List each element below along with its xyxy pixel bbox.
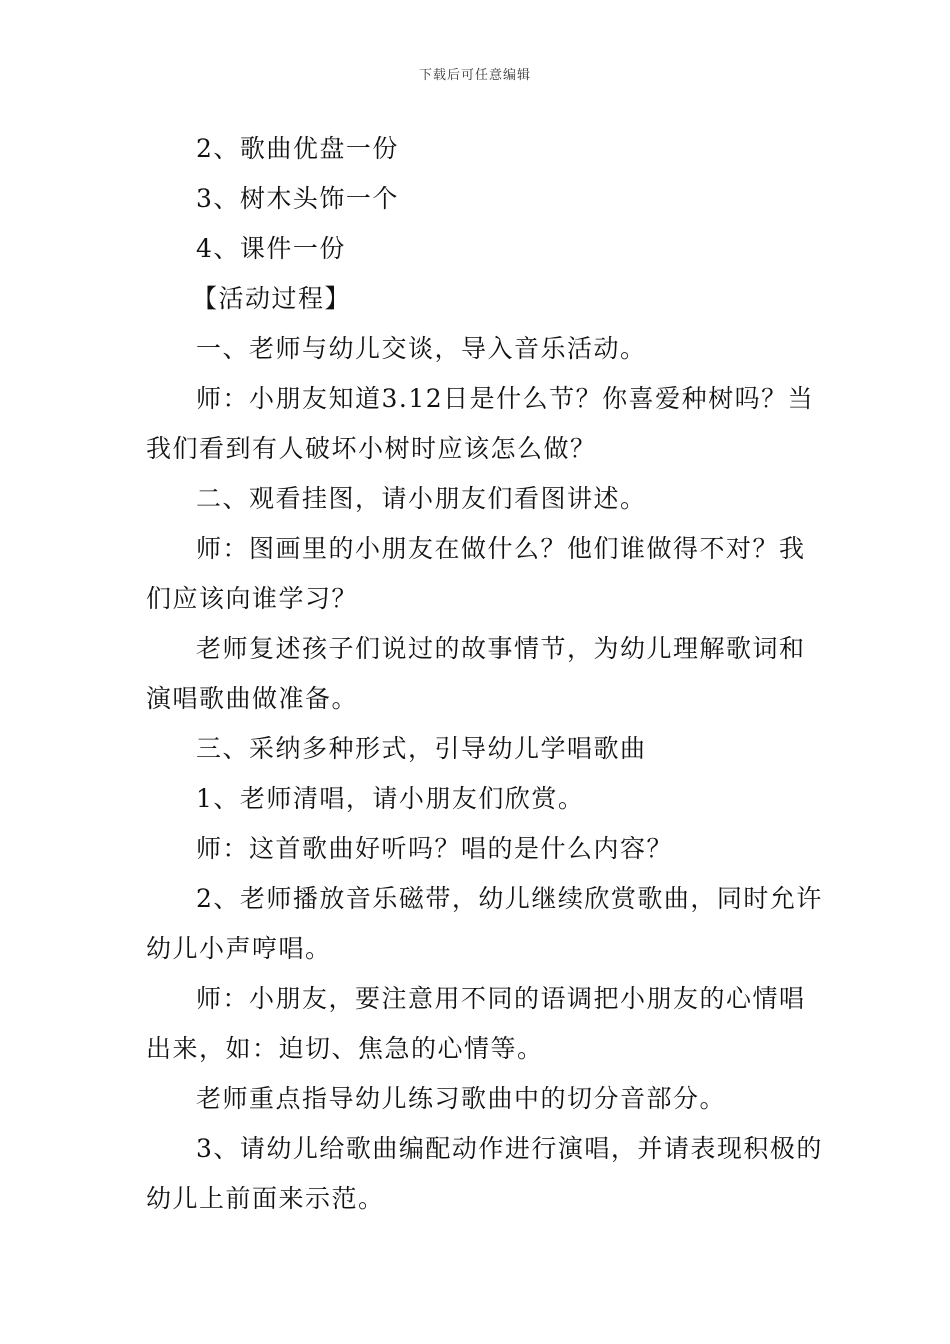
teacher-note-cont: 出来，如：迫切、焦急的心情等。	[146, 1034, 544, 1063]
substep-3: 3、请幼儿给歌曲编配动作进行演唱，并请表现积极的	[196, 1134, 823, 1163]
substep-1: 1、老师清唱，请小朋友们欣赏。	[196, 784, 585, 813]
teacher-question-2: 师：图画里的小朋友在做什么？他们谁做得不对？我	[196, 534, 806, 563]
teacher-question-2-cont: 们应该向谁学习？	[146, 584, 359, 613]
material-item-2: 2、歌曲优盘一份	[196, 134, 399, 163]
page-header: 下载后可任意编辑	[418, 68, 531, 83]
teacher-question-3: 师：这首歌曲好听吗？唱的是什么内容？	[196, 834, 674, 863]
material-item-3: 3、树木头饰一个	[196, 184, 399, 213]
teacher-note: 师：小朋友，要注意用不同的语调把小朋友的心情唱	[196, 984, 806, 1013]
step-2-title: 二、观看挂图，请小朋友们看图讲述。	[196, 484, 647, 513]
substep-3-cont: 幼儿上前面来示范。	[146, 1184, 385, 1213]
teacher-question-1-cont: 我们看到有人破坏小树时应该怎么做？	[146, 434, 597, 463]
teacher-guidance: 老师重点指导幼儿练习歌曲中的切分音部分。	[196, 1084, 727, 1113]
teacher-retell: 老师复述孩子们说过的故事情节，为幼儿理解歌词和	[196, 634, 806, 663]
document-body	[146, 124, 823, 1224]
substep-2-cont: 幼儿小声哼唱。	[146, 934, 332, 963]
section-heading-process: 【活动过程】	[192, 284, 352, 313]
step-1-title: 一、老师与幼儿交谈，导入音乐活动。	[196, 334, 647, 363]
teacher-retell-cont: 演唱歌曲做准备。	[146, 684, 359, 713]
substep-2: 2、老师播放音乐磁带，幼儿继续欣赏歌曲，同时允许	[196, 884, 823, 913]
step-3-title: 三、采纳多种形式，引导幼儿学唱歌曲	[196, 734, 647, 763]
teacher-question-1: 师：小朋友知道3.12日是什么节？你喜爱种树吗？当	[196, 384, 815, 413]
material-item-4: 4、课件一份	[196, 234, 346, 263]
